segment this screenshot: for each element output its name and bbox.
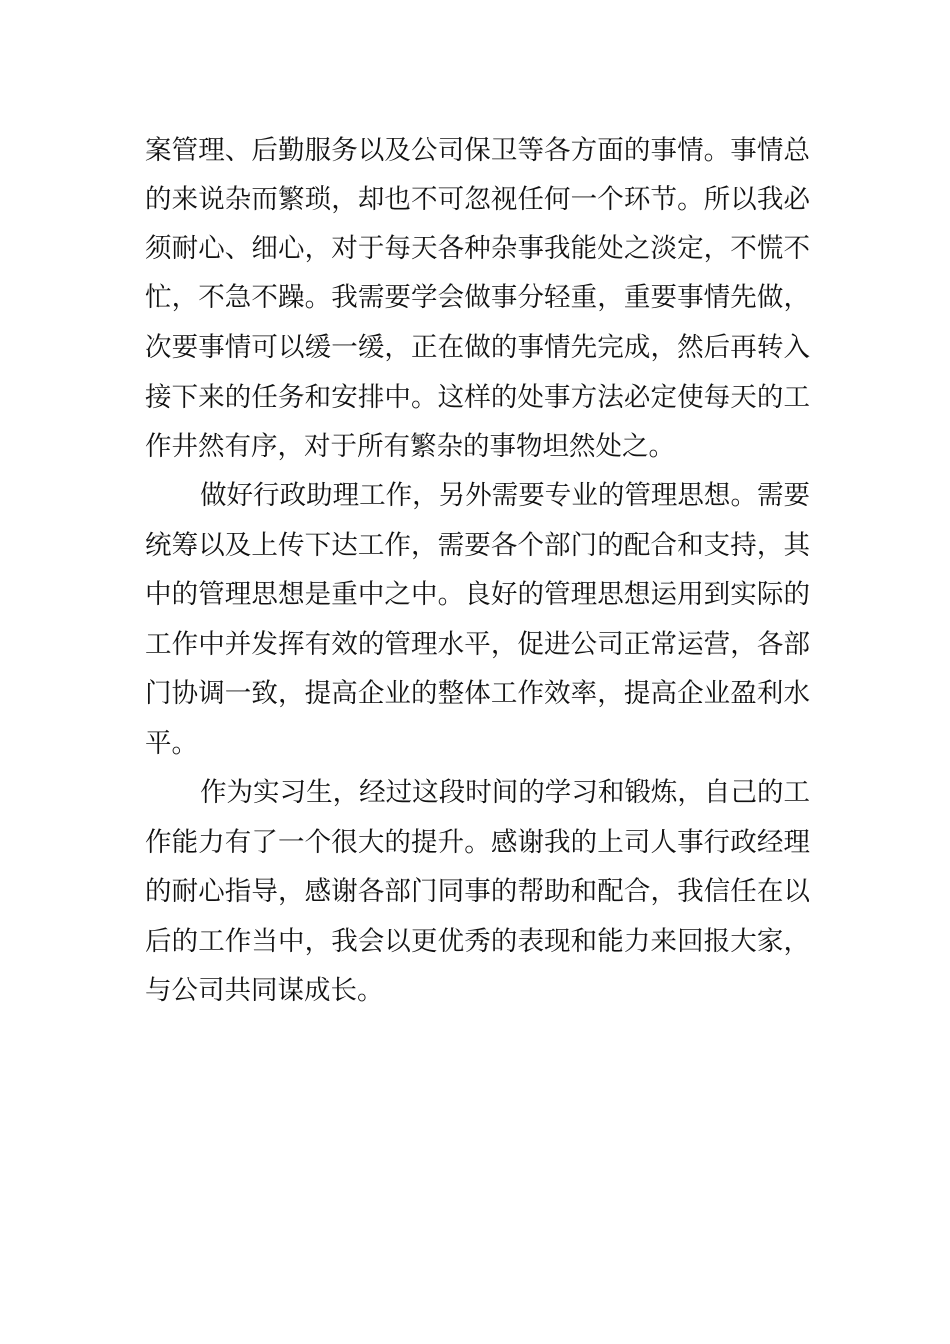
text-line: 接下来的任务和安排中。这样的处事方法必定使每天的工 — [145, 382, 810, 413]
text-line: 作为实习生，经过这段时间的学习和锻炼，自己的工 — [200, 777, 810, 808]
text-line: 与公司共同谋成长。 — [145, 975, 384, 1006]
text-line: 后的工作当中，我会以更优秀的表现和能力来回报大家， — [145, 926, 810, 957]
text-line: 案管理、后勤服务以及公司保卫等各方面的事情。事情总 — [145, 135, 810, 166]
text-line: 门协调一致，提高企业的整体工作效率，提高企业盈利水 — [145, 678, 810, 709]
text-line: 的来说杂而繁琐，却也不可忽视任何一个环节。所以我必 — [145, 184, 810, 215]
text-line: 的耐心指导，感谢各部门同事的帮助和配合，我信任在以 — [145, 876, 810, 907]
text-line: 统筹以及上传下达工作，需要各个部门的配合和支持，其 — [145, 530, 810, 561]
text-line: 忙，不急不躁。我需要学会做事分轻重，重要事情先做， — [145, 282, 810, 313]
text-line: 中的管理思想是重中之中。良好的管理思想运用到实际的 — [145, 579, 810, 610]
text-line: 工作中并发挥有效的管理水平，促进公司正常运营，各部 — [145, 629, 810, 660]
text-line: 须耐心、细心，对于每天各种杂事我能处之淡定，不慌不 — [145, 233, 810, 264]
text-line: 作能力有了一个很大的提升。感谢我的上司人事行政经理 — [145, 827, 810, 858]
text-line: 作井然有序，对于所有繁杂的事物坦然处之。 — [145, 431, 675, 462]
text-line: 次要事情可以缓一缓，正在做的事情先完成，然后再转入 — [145, 332, 810, 363]
text-line: 平。 — [145, 728, 198, 759]
text-line: 做好行政助理工作，另外需要专业的管理思想。需要 — [200, 480, 810, 511]
